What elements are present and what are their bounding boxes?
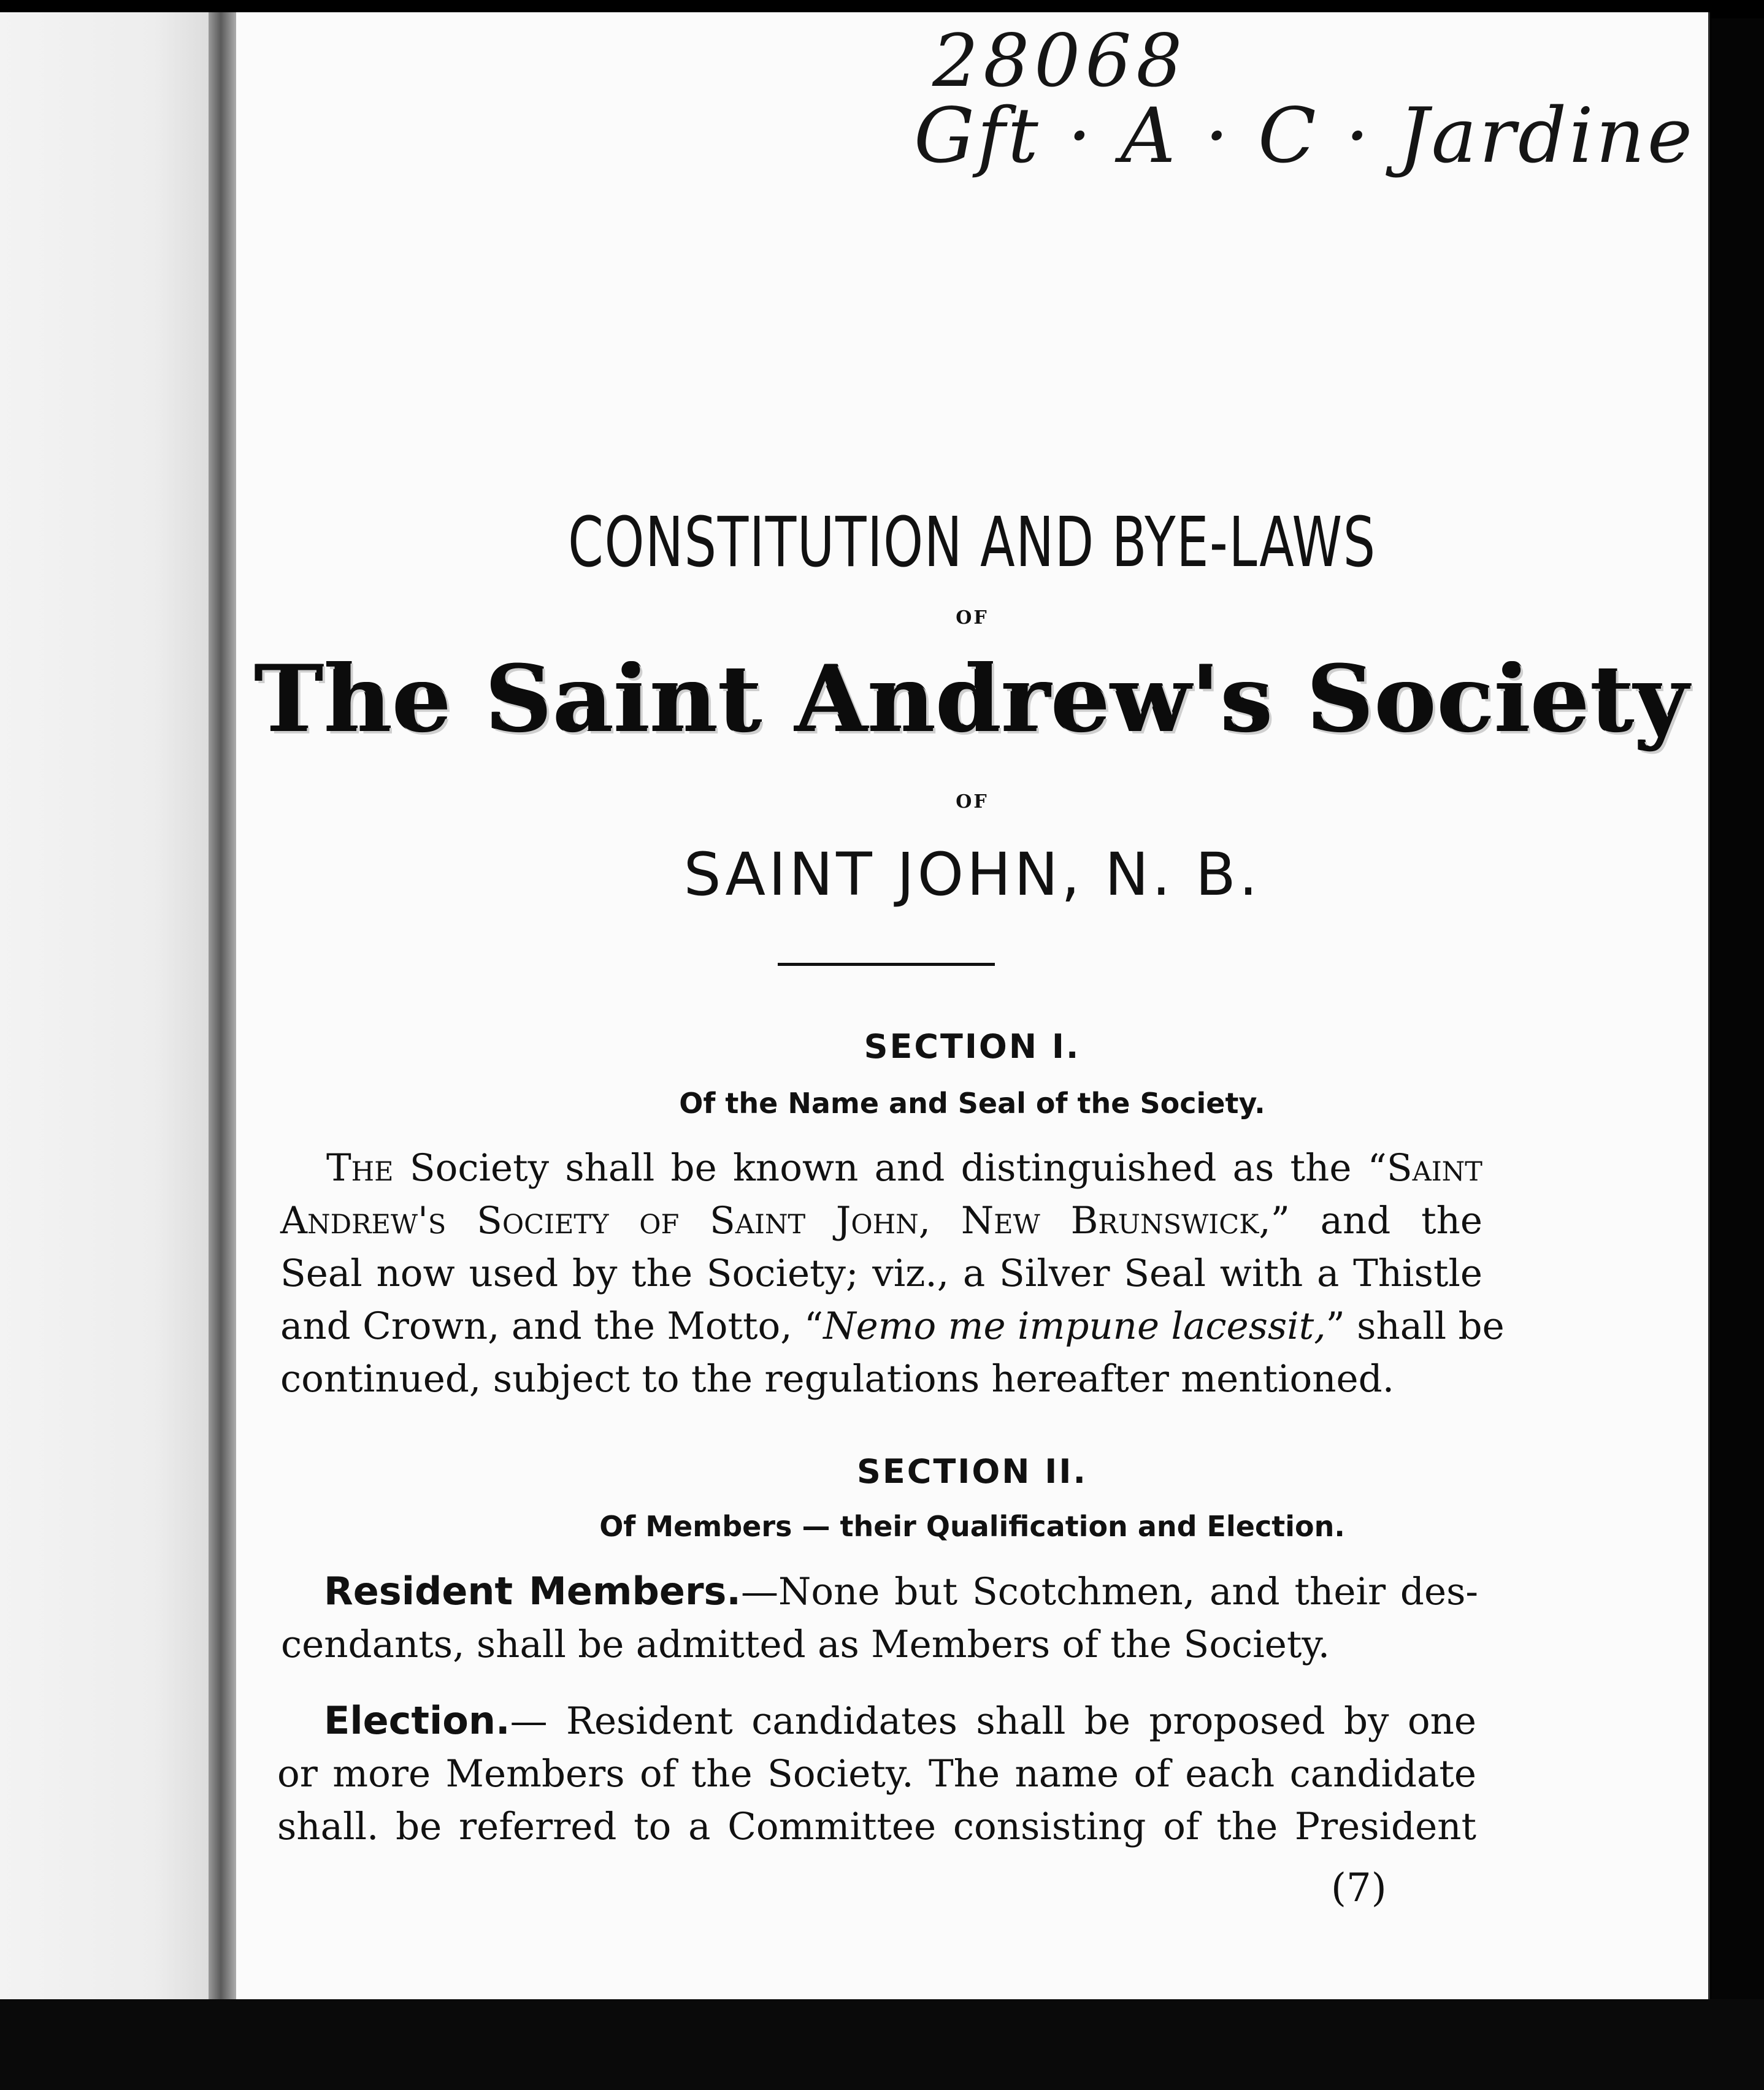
section-1-heading: SECTION I. (864, 1027, 1081, 1066)
title-divider-rule (778, 963, 995, 966)
title-of-1: OF (956, 607, 989, 629)
paragraph-line: continued, subject to the regulations hereafter mentioned. (280, 1357, 1395, 1401)
paragraph-line: Andrew's Society of Saint John, New Brunswick,” and the (280, 1199, 1482, 1242)
election-paragraph (277, 1694, 1476, 1853)
paragraph-line: or more Members of the Society. The name of each candidate (277, 1752, 1476, 1796)
paragraph-line: and Crown, and the Motto, “Nemo me impune lacessit,” shall be (280, 1304, 1505, 1348)
title-of-2: OF (956, 791, 989, 813)
document-title: CONSTITUTION AND BYE-LAWS (568, 503, 1376, 583)
facing-page-edge (0, 12, 221, 1999)
handwritten-gift-note: Gft · A · C · Jardine (914, 92, 1695, 180)
place-name: SAINT JOHN, N. B. (683, 840, 1261, 909)
resident-members-paragraph (281, 1565, 1478, 1671)
handwritten-catalog-number: 28068 (932, 18, 1187, 103)
paragraph-line: Election.— Resident candidates shall be proposed by one (324, 1698, 1476, 1743)
paragraph-line: Resident Members.—None but Scotchmen, and their des- (324, 1569, 1478, 1613)
paragraph-line: The Society shall be known and distinguished as the “Saint (326, 1146, 1482, 1190)
society-name: The Saint Andrew's Society (255, 645, 1690, 753)
resident-members-label: Resident Members. (324, 1569, 741, 1613)
section-1-paragraph (280, 1142, 1505, 1406)
scan-right-border (1711, 18, 1764, 1999)
motto-text: Nemo me impune lacessit, (823, 1304, 1326, 1348)
section-2-subheading: Of Members — their Qualification and Election. (599, 1510, 1345, 1543)
section-1-subheading: Of the Name and Seal of the Society. (679, 1087, 1265, 1120)
section-2-heading: SECTION II. (857, 1452, 1087, 1491)
election-label: Election. (324, 1698, 510, 1743)
page-number: (7) (1331, 1866, 1387, 1911)
book-gutter (209, 12, 239, 1999)
scan-bottom-border (0, 1999, 1764, 2090)
paragraph-line: Seal now used by the Society; viz., a Silver Seal with a Thistle (280, 1252, 1482, 1295)
paragraph-line: cendants, shall be admitted as Members of the Society. (281, 1623, 1330, 1666)
paragraph-line: shall. be referred to a Committee consisting of the President (277, 1805, 1476, 1848)
